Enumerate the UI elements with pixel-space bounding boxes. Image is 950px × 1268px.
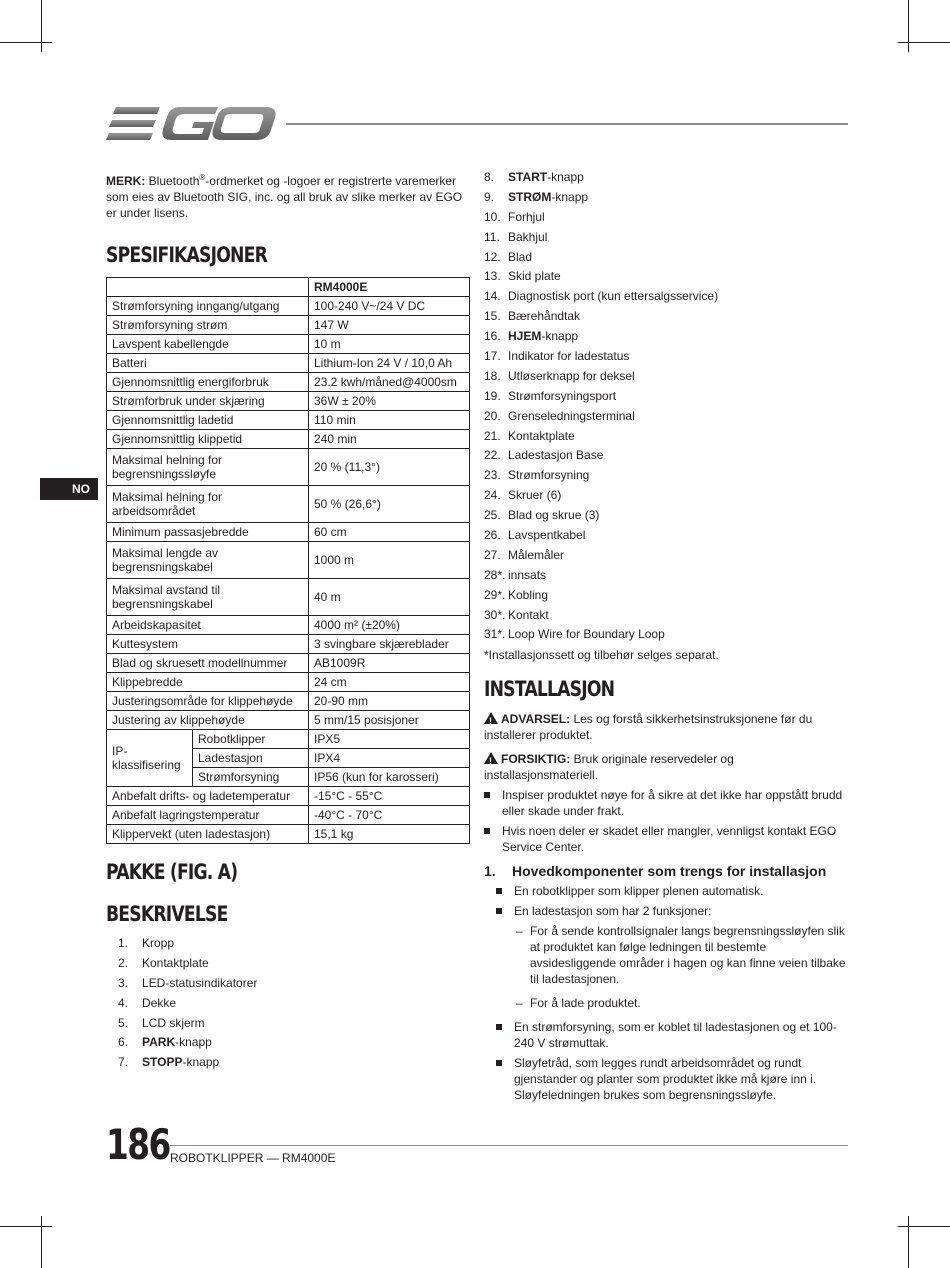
item-number: 30*.	[484, 607, 506, 622]
spec-label: Minimum passasjebredde	[107, 523, 309, 542]
spec-value: 24 cm	[309, 673, 470, 692]
spec-value: 147 W	[309, 316, 470, 335]
spec-row	[107, 354, 470, 373]
list-item	[106, 1053, 470, 1073]
specs-title: SPESIFIKASJONER	[106, 243, 268, 267]
spec-label: Strømforsyning strøm	[107, 316, 309, 335]
item-label: Bærehåndtak	[508, 309, 581, 324]
warning-note	[484, 711, 848, 743]
component-list-right	[484, 168, 848, 645]
item-text	[508, 566, 546, 586]
item-number: 12.	[484, 249, 501, 264]
spec-row	[107, 411, 470, 430]
item-text	[508, 287, 718, 307]
item-button-name: HJEM	[508, 329, 542, 344]
item-label: Kontaktplate	[508, 428, 575, 443]
item-suffix: -knapp	[182, 1055, 220, 1070]
bullet-text: Sløyfetråd, som legges rundt arbeidsområdet og rundt gjenstander og planter som produktet ikke må kjøre inn i. Sløyfeledningen brukes som begrensningssløyfe.	[514, 1056, 817, 1103]
item-number: 11.	[484, 229, 500, 244]
list-item	[484, 466, 848, 486]
item-label: Skid plate	[508, 269, 561, 284]
registered-mark: ®	[199, 173, 206, 182]
page-number: 186	[106, 1120, 170, 1169]
caution-text: Bruk originale reservedeler og installasjonsmateriell.	[484, 752, 734, 783]
item-button-name: STOPP	[142, 1055, 183, 1070]
list-item	[484, 446, 848, 466]
crop-mark	[0, 1226, 52, 1227]
item-text	[508, 307, 580, 327]
item-number: 31*.	[484, 627, 506, 642]
spec-model-header: RM4000E	[309, 278, 470, 297]
bluetooth-note	[106, 170, 470, 221]
item-text	[142, 1033, 212, 1053]
bullet-text: Inspiser produktet nøye for å sikre at det ikke har oppstått brudd eller skade under frakt.	[502, 788, 843, 819]
item-label: Loop Wire for Boundary Loop	[508, 627, 665, 642]
pakke-title: PAKKE (FIG. A)	[106, 860, 238, 884]
item-label: Grenseledningsterminal	[508, 408, 635, 423]
item-text	[508, 407, 635, 427]
item-label: Lavspentkabel	[508, 528, 586, 543]
spec-label: Lavspent kabellengde	[107, 335, 309, 354]
spec-label: Anbefalt drifts- og ladetemperatur	[107, 787, 309, 806]
item-text	[508, 327, 578, 347]
item-text	[142, 934, 174, 954]
spec-row	[107, 635, 470, 654]
ip-value: IPX5	[309, 730, 470, 749]
bullet-text: En robotklipper som klipper plenen automatisk.	[514, 884, 764, 899]
subsection-title: Hovedkomponenter som trengs for installasjon	[512, 863, 827, 880]
item-number: 22.	[484, 448, 501, 463]
dash-marker: –	[516, 924, 523, 939]
spec-row	[107, 711, 470, 730]
caution-label: FORSIKTIG:	[501, 752, 571, 767]
item-label: LCD skjerm	[142, 1015, 205, 1030]
item-text	[508, 248, 532, 268]
spec-value: 10 m	[309, 335, 470, 354]
list-item	[484, 546, 848, 566]
item-button-name: STRØM	[508, 189, 552, 204]
item-text	[508, 347, 629, 367]
spec-row	[107, 825, 470, 844]
item-text	[142, 1053, 219, 1073]
item-text	[508, 586, 548, 606]
spec-value: 20 % (11,3°)	[309, 449, 470, 486]
item-text	[508, 208, 545, 228]
list-item	[484, 506, 848, 526]
subsection-number: 1.	[484, 863, 496, 880]
subsection-dashes	[484, 923, 848, 1011]
dash-text: For å lade produktet.	[530, 996, 641, 1011]
spec-label: Justeringsområde for klippehøyde	[107, 692, 309, 711]
spec-label: Klippervekt (uten ladestasjon)	[107, 825, 309, 844]
spec-label: Strømforsyning inngang/utgang	[107, 297, 309, 316]
item-number: 26.	[484, 528, 501, 543]
item-label: Utløserknapp for deksel	[508, 368, 635, 383]
subsection-heading	[484, 863, 848, 879]
list-item	[484, 526, 848, 546]
spec-row	[107, 654, 470, 673]
spec-label: Justering av klippehøyde	[107, 711, 309, 730]
item-label: Forhjul	[508, 209, 545, 224]
spec-label: Batteri	[107, 354, 309, 373]
crop-mark	[41, 0, 42, 52]
spec-value: -40°C - 70°C	[309, 806, 470, 825]
spec-row	[107, 523, 470, 542]
spec-label: Maksimal lengde av begrensningskabel	[107, 542, 309, 579]
crop-mark	[0, 42, 52, 43]
list-item	[484, 566, 848, 586]
item-suffix: -knapp	[547, 170, 584, 184]
spec-value: 40 m	[309, 579, 470, 616]
list-item	[484, 327, 848, 347]
item-number: 13.	[484, 269, 501, 284]
caution-icon	[484, 752, 498, 764]
list-item	[484, 427, 848, 447]
spec-label: Maksimal helning for arbeidsområdet	[107, 486, 309, 523]
list-item	[106, 974, 470, 994]
item-number: 3.	[118, 975, 129, 990]
subsection-bullets-a	[484, 883, 848, 919]
item-text	[142, 974, 257, 994]
item-number: 10.	[484, 209, 501, 224]
left-column	[106, 170, 470, 1073]
item-text	[508, 526, 585, 546]
spec-header-empty	[107, 278, 309, 297]
item-label: Strømforsyning	[508, 468, 590, 483]
item-text	[508, 546, 564, 566]
list-item	[484, 586, 848, 606]
dash-item	[516, 923, 848, 987]
item-text	[508, 387, 616, 407]
list-item	[106, 994, 470, 1014]
list-item	[484, 347, 848, 367]
list-item	[484, 407, 848, 427]
item-text	[142, 1014, 205, 1034]
item-label: Kontaktplate	[142, 955, 209, 970]
item-suffix: -knapp	[175, 1035, 212, 1050]
bullet-item	[484, 823, 848, 855]
item-button-name: START	[508, 170, 548, 184]
item-number: 14.	[484, 289, 501, 304]
list-item	[106, 954, 470, 974]
spec-value: 110 min	[309, 411, 470, 430]
item-number: 9.	[484, 189, 495, 204]
warning-text: Les og forstå sikkerhetsinstruksjonene før du installerer produktet.	[484, 712, 813, 743]
spec-value: 3 svingbare skjæreblader	[309, 635, 470, 654]
spec-row	[107, 486, 470, 523]
footer-title: ROBOTKLIPPER — RM4000E	[170, 1151, 336, 1165]
spec-value: 60 cm	[309, 523, 470, 542]
item-number: 16.	[484, 329, 501, 344]
install-title: INSTALLASJON	[484, 677, 615, 702]
dash-marker: –	[516, 996, 523, 1011]
item-text	[508, 267, 561, 287]
spec-row	[107, 316, 470, 335]
bullet-square-icon	[484, 828, 490, 834]
ip-component: Ladestasjon	[193, 749, 309, 768]
bullet-square-icon	[496, 1024, 502, 1030]
spec-row	[107, 335, 470, 354]
list-item	[484, 208, 848, 228]
bullet-text: Hvis noen deler er skadet eller mangler, vennligst kontakt EGO Service Center.	[502, 824, 837, 855]
item-text	[508, 606, 549, 626]
spec-table	[106, 277, 470, 844]
bullet-square-icon	[484, 792, 490, 798]
item-label: Kobling	[508, 587, 549, 602]
item-label: Ladestasjon Base	[508, 448, 604, 463]
item-number: 19.	[484, 388, 501, 403]
bullet-item	[496, 1019, 848, 1051]
list-item	[484, 228, 848, 248]
spec-row	[107, 449, 470, 486]
spec-value: Lithium-Ion 24 V / 10,0 Ah	[309, 354, 470, 373]
ip-component: Robotklipper	[193, 730, 309, 749]
list-item	[484, 606, 848, 626]
bullet-square-icon	[496, 908, 502, 914]
subsection-bullets-b	[484, 1019, 848, 1103]
spec-value: 1000 m	[309, 542, 470, 579]
spec-label: Blad og skruesett modellnummer	[107, 654, 309, 673]
list-item	[484, 387, 848, 407]
spec-label: Klippebredde	[107, 673, 309, 692]
item-text	[508, 367, 635, 387]
spec-label: Gjennomsnittlig ladetid	[107, 411, 309, 430]
spec-label: Strømforbruk under skjæring	[107, 392, 309, 411]
ip-value: IPX4	[309, 749, 470, 768]
dash-text: For å sende kontrollsignaler langs begrensningssløyfen slik at produktet kan følge ledningen til bestemte avsidesliggende områder i hagen og kan finne veien tilbake til ladestasjonen.	[530, 924, 846, 987]
list-item	[484, 248, 848, 268]
list-item	[484, 307, 848, 327]
spec-label: Gjennomsnittlig klippetid	[107, 430, 309, 449]
item-number: 4.	[118, 995, 129, 1010]
item-number: 20.	[484, 408, 501, 423]
spec-row	[107, 692, 470, 711]
bullet-item	[496, 883, 848, 899]
spec-header-row	[107, 278, 470, 297]
item-text	[508, 427, 575, 447]
note-text-b: -ordmerket og -logoer er registrerte varemerker som eies av Bluetooth SIG, inc. og all bruk av slike merker av EGO er under lisens.	[106, 174, 463, 220]
right-column	[484, 170, 848, 1107]
item-text	[508, 228, 547, 248]
item-text	[142, 954, 209, 974]
items-footnote: *Installasjonssett og tilbehør selges separat.	[484, 648, 719, 663]
spec-value: 50 % (26,6°)	[309, 486, 470, 523]
spec-row	[107, 392, 470, 411]
language-tab: NO	[40, 478, 98, 500]
item-button-name: PARK	[142, 1035, 176, 1050]
crop-mark	[908, 1216, 909, 1268]
item-number: 6.	[118, 1035, 129, 1050]
list-item	[484, 486, 848, 506]
spec-row	[107, 673, 470, 692]
spec-value: AB1009R	[309, 654, 470, 673]
spec-label: Gjennomsnittlig energiforbruk	[107, 373, 309, 392]
crop-mark	[908, 0, 909, 52]
bullet-item	[496, 903, 848, 919]
spec-row	[107, 787, 470, 806]
note-label: MERK:	[106, 174, 146, 188]
item-label: Strømforsyningsport	[508, 388, 617, 403]
list-item	[484, 625, 848, 645]
list-item	[484, 168, 848, 188]
item-text	[508, 446, 603, 466]
item-number: 1.	[118, 936, 129, 950]
bullet-square-icon	[496, 888, 502, 894]
spec-value: 20-90 mm	[309, 692, 470, 711]
spec-value: 240 min	[309, 430, 470, 449]
list-item	[484, 367, 848, 387]
item-text	[142, 994, 176, 1014]
item-label: innsats	[508, 567, 547, 582]
item-text	[508, 168, 584, 188]
item-label: Målemåler	[508, 547, 565, 562]
spec-row	[107, 616, 470, 635]
caution-note	[484, 751, 848, 783]
item-label: Dekke	[142, 995, 177, 1010]
list-item	[106, 934, 470, 954]
item-label: Blad og skrue (3)	[508, 508, 600, 523]
ip-component: Strømforsyning	[193, 768, 309, 787]
item-number: 15.	[484, 309, 501, 324]
warning-icon	[484, 712, 498, 724]
item-number: 18.	[484, 368, 501, 383]
item-number: 27.	[484, 547, 501, 562]
item-label: Kontakt	[508, 607, 549, 622]
component-list-left	[106, 934, 470, 1073]
item-text	[508, 486, 561, 506]
item-number: 28*.	[484, 567, 506, 582]
item-suffix: -knapp	[541, 329, 579, 344]
item-number: 21.	[484, 428, 501, 443]
item-label: Skruer (6)	[508, 488, 562, 503]
item-number: 25.	[484, 508, 501, 523]
list-item	[106, 1014, 470, 1034]
spec-row	[107, 430, 470, 449]
spec-label: Kuttesystem	[107, 635, 309, 654]
spec-label: Anbefalt lagringstemperatur	[107, 806, 309, 825]
item-number: 23.	[484, 468, 501, 483]
crop-mark	[898, 1226, 950, 1227]
spec-row	[107, 806, 470, 825]
beskrivelse-title: BESKRIVELSE	[106, 902, 228, 926]
item-label: Indikator for ladestatus	[508, 349, 630, 364]
item-text	[508, 466, 589, 486]
spec-label: Maksimal avstand til begrensningskabel	[107, 579, 309, 616]
bullet-item	[496, 1055, 848, 1103]
item-number: 17.	[484, 349, 501, 364]
note-text-a: Bluetooth	[145, 174, 200, 188]
warning-label: ADVARSEL:	[501, 712, 571, 727]
item-label: LED-statusindikatorer	[142, 975, 258, 990]
item-number: 7.	[118, 1055, 129, 1070]
spec-row	[107, 579, 470, 616]
item-number: 5.	[118, 1015, 129, 1030]
item-label: Blad	[508, 249, 533, 264]
item-number: 24.	[484, 488, 501, 503]
dash-item	[516, 995, 848, 1011]
item-text	[508, 506, 599, 526]
list-item	[106, 1033, 470, 1053]
item-text	[508, 625, 665, 645]
ip-rating-label: IP-klassifisering	[107, 730, 193, 787]
spec-value: 23.2 kwh/måned@4000sm	[309, 373, 470, 392]
item-suffix: -knapp	[551, 189, 589, 204]
install-bullets	[484, 787, 848, 855]
item-number: 29*.	[484, 587, 506, 602]
spec-label: Maksimal helning for begrensningssløyfe	[107, 449, 309, 486]
item-label: Bakhjul	[508, 229, 548, 244]
list-item	[484, 188, 848, 208]
bullet-text: En strømforsyning, som er koblet til ladestasjonen og et 100-240 V strømuttak.	[514, 1020, 837, 1051]
spec-label: Arbeidskapasitet	[107, 616, 309, 635]
item-number: 2.	[118, 955, 129, 970]
spec-value: 36W ± 20%	[309, 392, 470, 411]
ip-value: IP56 (kun for karosseri)	[309, 768, 470, 787]
crop-mark	[898, 42, 950, 43]
spec-value: 4000 m² (±20%)	[309, 616, 470, 635]
bullet-item	[484, 787, 848, 819]
list-item	[484, 267, 848, 287]
spec-value: 5 mm/15 posisjoner	[309, 711, 470, 730]
spec-value: 15,1 kg	[309, 825, 470, 844]
header-rule	[286, 123, 848, 125]
bullet-square-icon	[496, 1060, 502, 1066]
spec-value: -15°C - 55°C	[309, 787, 470, 806]
spec-row	[107, 373, 470, 392]
item-label: Diagnostisk port (kun ettersalgsservice)	[508, 289, 719, 304]
crop-mark	[41, 1216, 42, 1268]
spec-row	[107, 297, 470, 316]
spec-ip-row	[107, 730, 470, 749]
spec-row	[107, 542, 470, 579]
item-label: Kropp	[142, 936, 175, 950]
ego-logo	[106, 104, 278, 144]
item-text	[508, 188, 588, 208]
footer-rule	[170, 1145, 848, 1146]
spec-value: 100-240 V~/24 V DC	[309, 297, 470, 316]
bullet-text: En ladestasjon som har 2 funksjoner:	[514, 904, 712, 919]
list-item	[484, 287, 848, 307]
item-number: 8.	[484, 170, 495, 184]
